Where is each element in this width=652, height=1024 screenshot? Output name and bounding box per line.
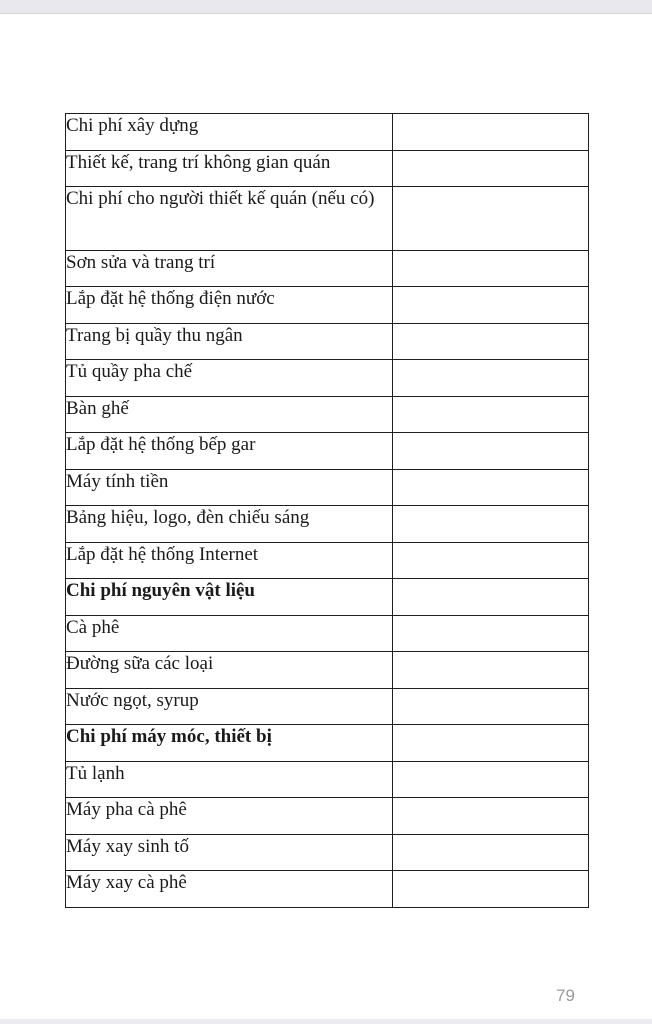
table-section-header-row: [66, 579, 589, 616]
item-value-cell: [393, 151, 589, 187]
item-label-cell: Lắp đặt hệ thống bếp gar: [66, 433, 393, 470]
table-row: [66, 151, 589, 187]
item-value-cell: [393, 433, 589, 470]
table-row: [66, 187, 589, 251]
table-section-header-row: [66, 725, 589, 762]
item-value-cell: [393, 506, 589, 543]
table-row: [66, 324, 589, 360]
table-row: [66, 798, 589, 835]
item-value-cell: [393, 470, 589, 506]
item-value-cell: [393, 652, 589, 689]
table-row: [66, 871, 589, 908]
item-label-cell: Chi phí nguyên vật liệu: [66, 579, 393, 616]
table-row: [66, 652, 589, 689]
item-label-cell: Cà phê: [66, 616, 393, 652]
item-value-cell: [393, 689, 589, 725]
bottom-edge-bar: [0, 1019, 652, 1024]
table-row: [66, 114, 589, 151]
table-row: [66, 287, 589, 324]
table-row: [66, 689, 589, 725]
page-number: 79: [556, 986, 575, 1005]
item-value-cell: [393, 871, 589, 908]
item-value-cell: [393, 579, 589, 616]
table-row: [66, 470, 589, 506]
table-row: [66, 616, 589, 652]
table-row: [66, 433, 589, 470]
item-label-cell: Nước ngọt, syrup: [66, 689, 393, 725]
item-label-cell: Máy pha cà phê: [66, 798, 393, 835]
cost-table: [65, 113, 589, 908]
item-label-cell: Trang bị quầy thu ngân: [66, 324, 393, 360]
item-value-cell: [393, 324, 589, 360]
item-value-cell: [393, 187, 589, 251]
item-value-cell: [393, 114, 589, 151]
item-label-cell: Máy xay sinh tố: [66, 835, 393, 871]
item-value-cell: [393, 725, 589, 762]
table-row: [66, 251, 589, 287]
item-label-cell: Bảng hiệu, logo, đèn chiếu sáng: [66, 506, 393, 543]
table-row: [66, 762, 589, 798]
table-row: [66, 506, 589, 543]
item-label-cell: Thiết kế, trang trí không gian quán: [66, 151, 393, 187]
item-value-cell: [393, 397, 589, 433]
item-label-cell: Lắp đặt hệ thống Internet: [66, 543, 393, 579]
item-value-cell: [393, 287, 589, 324]
item-value-cell: [393, 762, 589, 798]
item-value-cell: [393, 616, 589, 652]
cost-table-body: [66, 114, 589, 908]
item-label-cell: Tủ lạnh: [66, 762, 393, 798]
item-label-cell: Sơn sửa và trang trí: [66, 251, 393, 287]
item-label-cell: Tủ quầy pha chế: [66, 360, 393, 397]
item-label-cell: Chi phí cho người thiết kế quán (nếu có): [66, 187, 393, 251]
item-label-cell: Chi phí xây dựng: [66, 114, 393, 151]
table-row: [66, 360, 589, 397]
item-label-cell: Máy xay cà phê: [66, 871, 393, 908]
item-value-cell: [393, 835, 589, 871]
item-value-cell: [393, 251, 589, 287]
item-label-cell: Đường sữa các loại: [66, 652, 393, 689]
top-edge-bar: [0, 0, 652, 14]
table-row: [66, 543, 589, 579]
table-row: [66, 397, 589, 433]
item-label-cell: Máy tính tiền: [66, 470, 393, 506]
item-value-cell: [393, 360, 589, 397]
item-label-cell: Bàn ghế: [66, 397, 393, 433]
item-label-cell: Lắp đặt hệ thống điện nước: [66, 287, 393, 324]
table-row: [66, 835, 589, 871]
item-value-cell: [393, 543, 589, 579]
item-value-cell: [393, 798, 589, 835]
item-label-cell: Chi phí máy móc, thiết bị: [66, 725, 393, 762]
